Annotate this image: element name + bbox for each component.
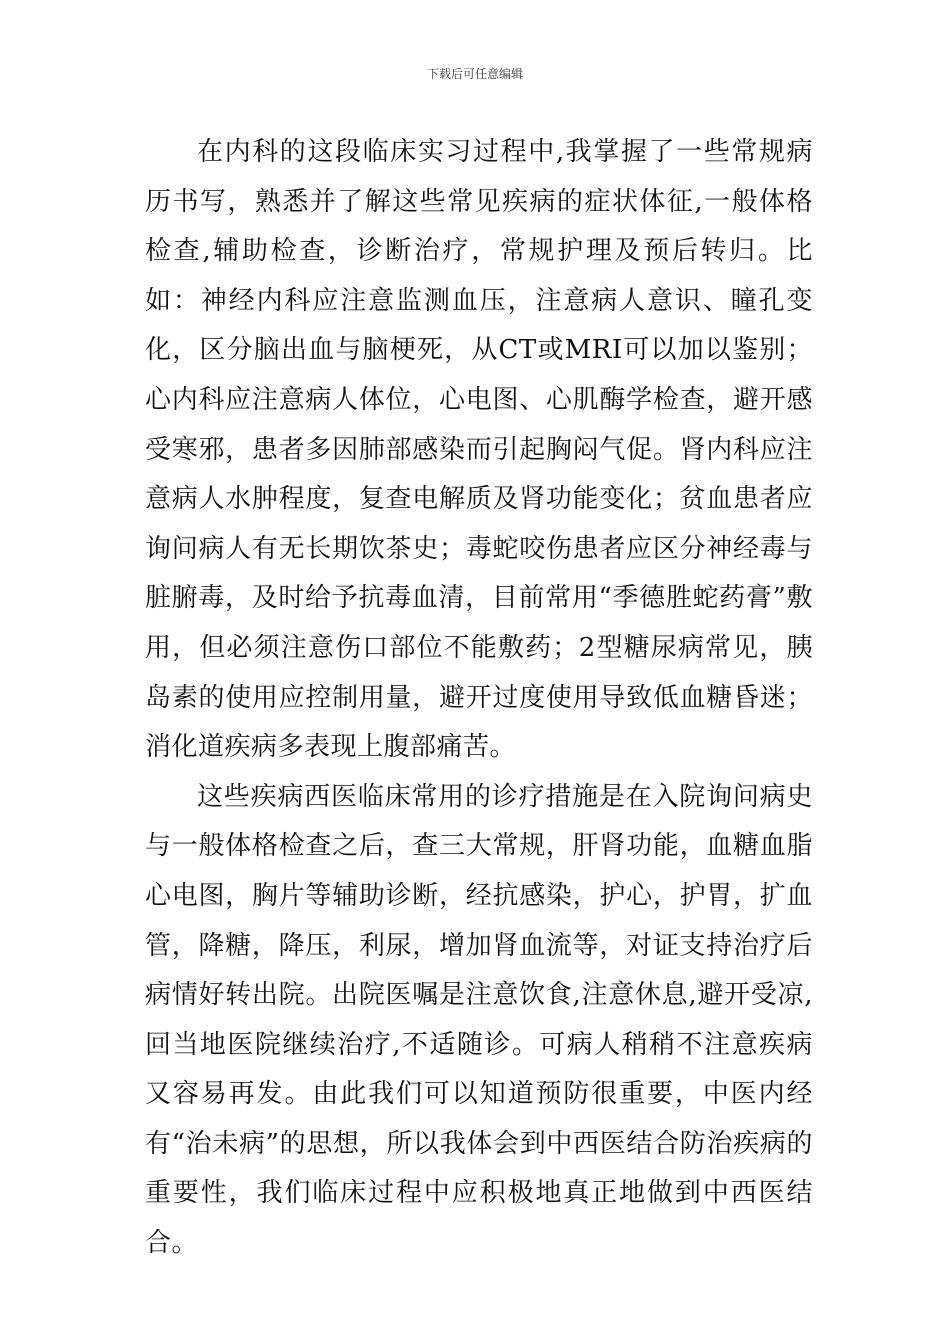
page-header: 下载后可任意编辑 [426,67,523,81]
paragraph-2: 这些疾病西医临床常用的诊疗措施是在入院询问病史与一般体格检查之后，查三大常规，肝肾功能，血糖血脂心电图，胸片等辅助诊断，经抗感染，护心，护胃，扩血管，降糖，降压，利尿，增加肾血流等，对证支持治疗后病情好转出院。出院医嘱是注意饮食,注意休息,避开受凉,回当地医院继续治疗,不适随诊。可病人稍稍不注意疾病又容易再发。由此我们可以知道预防很重要，中医内经有“治未病”的思想，所以我体会到中西医结合防治疾病的重要性，我们临床过程中应积极地真正地做到中西医结合。 [145,781,813,1259]
paragraph-1: 在内科的这段临床实习过程中,我掌握了一些常规病历书写，熟悉并了解这些常见疾病的症状体征,一般体格检查,辅助检查，诊断治疗，常规护理及预后转归。比如：神经内科应注意监测血压，注意病人意识、瞳孔变化，区分脑出血与脑梗死，从CT或MRI可以加以鉴别；心内科应注意病人体位，心电图、心肌酶学检查，避开感受寒邪，患者多因肺部感染而引起胸闷气促。肾内科应注意病人水肿程度，复查电解质及肾功能变化；贫血患者应询问病人有无长期饮茶史；毒蛇咬伤患者应区分神经毒与脏腑毒，及时给予抗毒血清，目前常用“季德胜蛇药膏”敷用，但必须注意伤口部位不能敷药；2型糖尿病常见，胰岛素的使用应控制用量，避开过度使用导致低血糖昏迷；消化道疾病多表现上腹部痛苦。 [145,137,813,763]
document-body [145,128,813,1269]
